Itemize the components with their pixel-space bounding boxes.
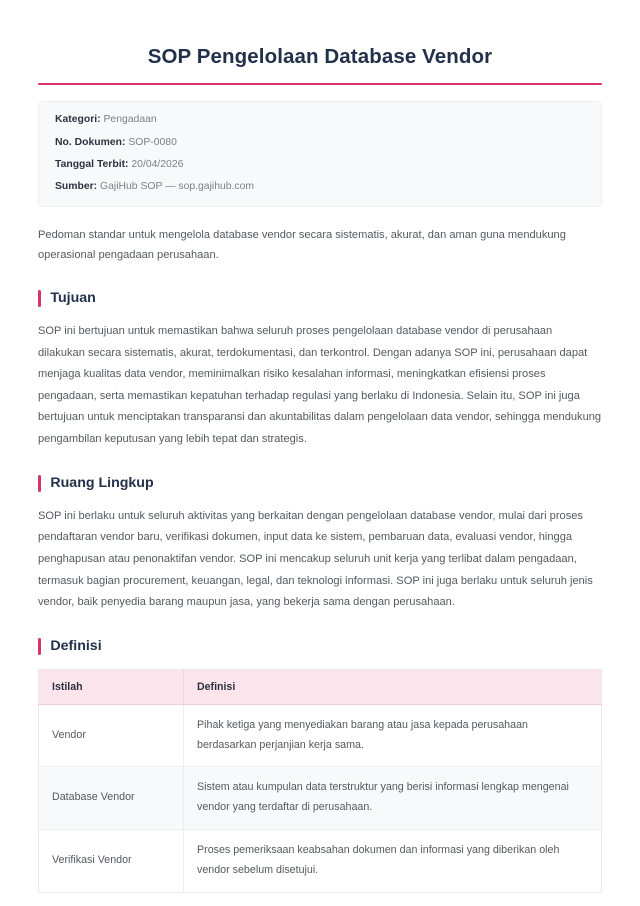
cell-istilah: Database Vendor [39,767,184,830]
metadata-label-nomor-dokumen: No. Dokumen: [55,136,126,148]
column-header-definisi: Definisi [184,669,602,704]
definisi-table-header [39,669,602,704]
section-heading-ruang-lingkup [38,475,602,492]
section-definisi [38,638,602,893]
metadata-value-nomor-dokumen: SOP-0080 [128,136,177,148]
metadata-row-kategori [55,115,585,125]
column-header-istilah: Istilah [39,669,184,704]
section-title-definisi: Definisi [50,638,102,655]
table-row [39,704,602,767]
section-ruang-lingkup [38,475,602,614]
section-title-tujuan: Tujuan [50,290,96,307]
cell-definisi: Sistem atau kumpulan data terstruktur yang berisi informasi lengkap mengenai vendor yang terdaftar di perusahaan. [184,767,602,830]
definisi-table [38,669,602,893]
cell-istilah: Vendor [39,704,184,767]
metadata-value-tanggal-terbit: 20/04/2026 [131,159,184,171]
intro-paragraph: Pedoman standar untuk mengelola database vendor secara sistematis, akurat, dan aman guna mendukung operasional pengadaan perusahaan. [38,228,566,262]
document-metadata-box [38,101,602,207]
metadata-label-tanggal-terbit: Tanggal Terbit: [55,159,129,171]
metadata-value-sumber: GajiHub SOP — sop.gajihub.com [100,181,255,193]
table-header-row [39,669,602,704]
accent-bar-icon [38,475,41,492]
definisi-table-body [39,704,602,892]
cell-istilah: Verifikasi Vendor [39,829,184,892]
metadata-row-nomor-dokumen [55,138,585,148]
metadata-row-tanggal-terbit [55,160,585,170]
cell-definisi: Pihak ketiga yang menyediakan barang atau jasa kepada perusahaan berdasarkan perjanjian kerja sama. [184,704,602,767]
metadata-label-kategori: Kategori: [55,114,101,126]
table-row [39,767,602,830]
metadata-row-sumber [55,182,585,192]
section-title-ruang-lingkup: Ruang Lingkup [50,475,154,492]
cell-definisi: Proses pemeriksaan keabsahan dokumen dan informasi yang diberikan oleh vendor sebelum disetujui. [197,843,560,876]
accent-bar-icon [38,290,41,307]
accent-bar-icon [38,638,41,655]
table-row [39,829,602,892]
section-body-tujuan: SOP ini bertujuan untuk memastikan bahwa seluruh proses pengelolaan database vendor di perusahaan dilakukan secara sistematis, akurat, terdokumentasi, dan terkontrol. Dengan adanya SOP ini, perusahaan dapat menjaga kualitas data vendor, meminimalkan risiko kesalahan informasi, meningkatkan efisiensi proses pengadaan, serta memastikan kepatuhan terhadap regulasi yang berlaku di Indonesia. Selain itu, SOP ini juga bertujuan untuk menciptakan transparansi dan akuntabilitas dalam pengelolaan data vendor, sehingga mendukung pengambilan keputusan yang lebih tepat dan strategis. [38,324,602,446]
metadata-label-sumber: Sumber: [55,181,98,193]
section-heading-definisi [38,638,602,655]
metadata-value-kategori: Pengadaan [103,114,157,126]
section-body-ruang-lingkup: SOP ini berlaku untuk seluruh aktivitas yang berkaitan dengan pengelolaan database vendor, mulai dari proses pendaftaran vendor baru, verifikasi dokumen, input data ke sistem, pembaruan data, evaluasi vendor, hingga penghapusan atau penonaktifan vendor. SOP ini mencakup seluruh unit kerja yang terlibat dalam pengadaan, termasuk bagian procurement, keuangan, legal, dan teknologi informasi. SOP ini juga berlaku untuk seluruh jenis vendor, baik penyedia barang maupun jasa, yang bekerja sama dengan perusahaan. [38,509,593,609]
section-heading-tujuan [38,290,602,307]
section-tujuan [38,290,602,451]
title-underline-rule [38,83,602,86]
page-title: SOP Pengelolaan Database Vendor [147,45,493,68]
